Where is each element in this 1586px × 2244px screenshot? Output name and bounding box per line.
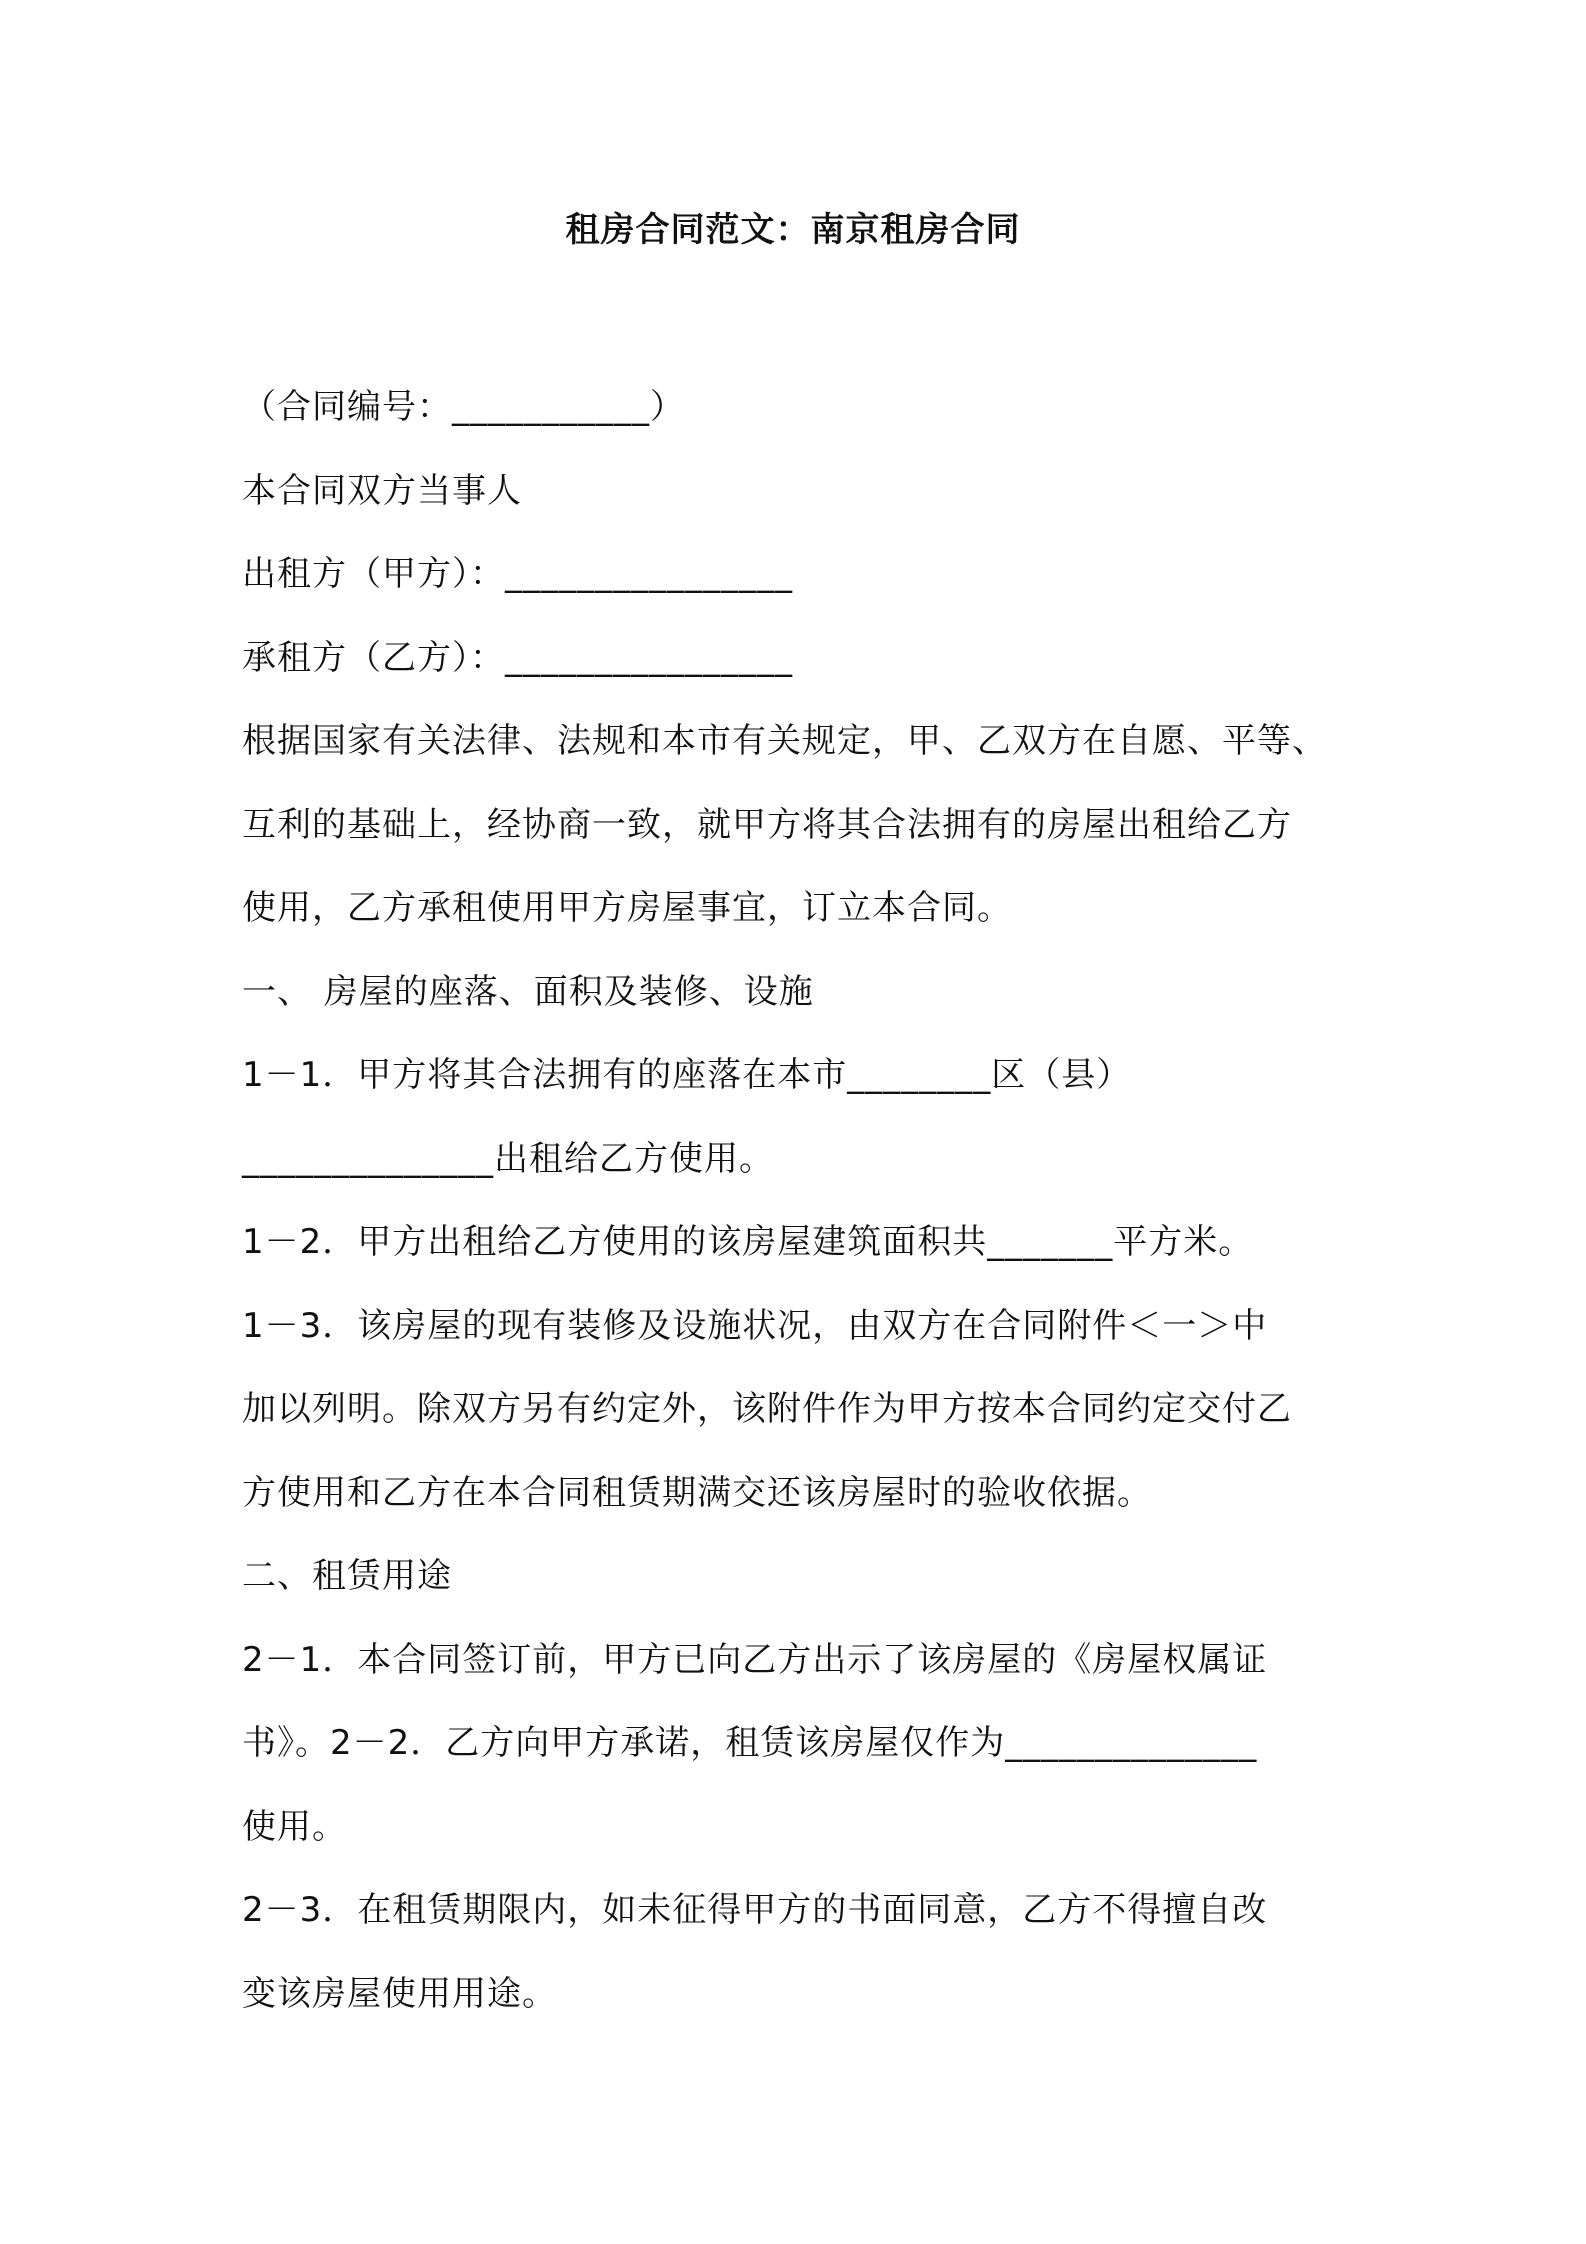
lessor-line: 出租方（甲方）：________________ <box>242 554 793 594</box>
contract-number-line: （合同编号：___________） <box>242 387 685 427</box>
clause-1-3-line-2: 加以列明。除双方另有约定外，该附件作为甲方按本合同约定交付乙 <box>242 1389 1292 1429</box>
clause-2-1-line-2: 书》。2－2．乙方向甲方承诺，租赁该房屋仅作为______________ <box>242 1723 1258 1763</box>
lessee-line: 承租方（乙方）：________________ <box>242 637 793 678</box>
clause-2-2-line-2: 使用。 <box>242 1806 347 1847</box>
clause-2-3-line-1: 2－3．在租赁期限内，如未征得甲方的书面同意，乙方不得擅自改 <box>242 1890 1268 1930</box>
clause-1-3-line-3: 方使用和乙方在本合同租赁期满交还该房屋时的验收依据。 <box>242 1472 1152 1513</box>
clause-1-2: 1－2．甲方出租给乙方使用的该房屋建筑面积共_______平方米。 <box>242 1222 1254 1262</box>
parties-heading: 本合同双方当事人 <box>242 470 522 511</box>
preamble-line-3: 使用，乙方承租使用甲方房屋事宜，订立本合同。 <box>242 888 1012 928</box>
preamble-line-1: 根据国家有关法律、法规和本市有关规定，甲、乙双方在自愿、平等、 <box>242 721 1327 761</box>
clause-1-1-line-1: 1－1．甲方将其合法拥有的座落在本市________区（县） <box>242 1055 1132 1095</box>
section-2-heading: 二、租赁用途 <box>242 1556 452 1596</box>
section-1-heading: 一、 房屋的座落、面积及装修、设施 <box>242 971 814 1012</box>
clause-1-3-line-1: 1－3．该房屋的现有装修及设施状况，由双方在合同附件＜一＞中 <box>242 1305 1268 1346</box>
document-title: 租房合同范文：南京租房合同 <box>565 210 1021 250</box>
clause-2-3-line-2: 变该房屋使用用途。 <box>242 1973 557 2014</box>
clause-2-1-line-1: 2－1．本合同签订前，甲方已向乙方出示了该房屋的《房屋权属证 <box>242 1639 1268 1680</box>
clause-1-1-line-2: ______________出租给乙方使用。 <box>242 1138 774 1179</box>
document-body <box>242 366 1362 2036</box>
preamble-line-2: 互利的基础上，经协商一致，就甲方将其合法拥有的房屋出租给乙方 <box>242 804 1292 845</box>
